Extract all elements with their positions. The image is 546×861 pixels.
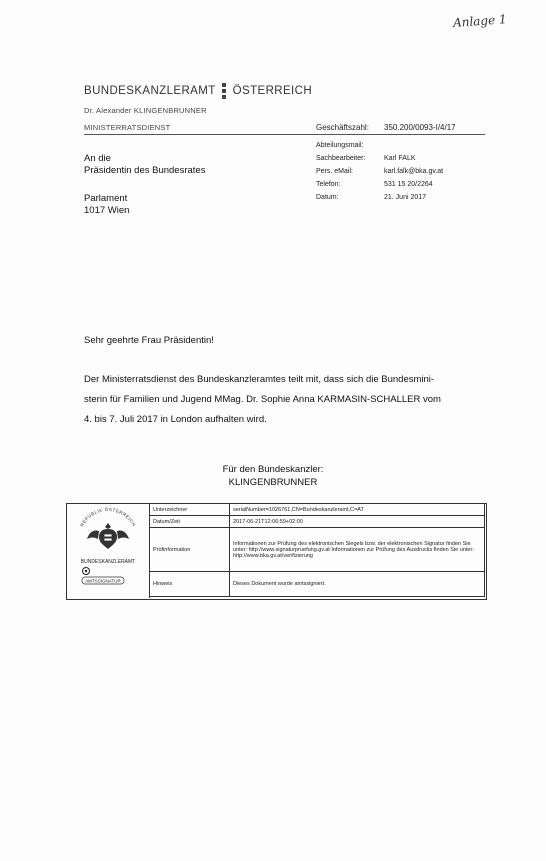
svg-text:AMTSSIGNATUR: AMTSSIGNATUR [85, 578, 121, 584]
signature-name: KLINGENBRUNNER [228, 477, 318, 488]
body-line3: 4. bis 7. Juli 2017 in London aufhalten wird. [84, 414, 267, 425]
table-row [150, 504, 485, 516]
table-cell-key: Datum/Zeit [150, 516, 230, 528]
table-row [150, 528, 485, 572]
clerk-label: Sachbearbeiter: [316, 155, 366, 162]
recipient-line1: An die [84, 153, 111, 164]
salutation: Sehr geehrte Frau Präsidentin! [84, 335, 214, 346]
header-divider [84, 134, 485, 135]
clerk-value: Karl FALK [384, 155, 416, 162]
date-label: Datum: [316, 194, 339, 201]
table-row [150, 516, 485, 528]
seal-emblem-icon [70, 505, 146, 595]
recipient-line3: Parlament [84, 193, 128, 204]
table-cell-key: Hinweis [150, 572, 230, 597]
gz-label: Geschäftszahl: [316, 123, 369, 132]
handwritten-annotation: Anlage 1 [452, 12, 508, 30]
brand-left: BUNDESKANZLERAMT [84, 85, 216, 98]
email-label: Abteilungsmail: [316, 142, 364, 149]
body-line2: sterin für Familien und Jugend MMag. Dr. Sophie Anna KARMASIN-SCHALLER vom [84, 394, 441, 405]
date-value: 21. Juni 2017 [384, 194, 427, 201]
signature-table [149, 503, 485, 597]
gz-value: 350.200/0093-I/4/17 [384, 123, 456, 132]
recipient-line4: 1017 Wien [84, 205, 130, 216]
svg-text:REPUBLIK ÖSTERREICH: REPUBLIK ÖSTERREICH [79, 506, 137, 528]
table-cell-key: Prüfinformation [150, 528, 230, 572]
pmail-value: karl.falk@bka.gv.at [384, 168, 444, 175]
table-cell-value: serialNumber=1026761,CN=Bundeskanzleramt,C=AT [230, 504, 485, 516]
tel-value: 531 15 20/2264 [384, 181, 433, 188]
table-cell-value: 2017-06-21T12:06:59+02:00 [230, 516, 485, 528]
pmail-label: Pers. eMail: [316, 168, 353, 175]
brand-separator-icon [222, 82, 226, 100]
body-line1: Der Ministerratsdienst des Bundeskanzleramtes teilt mit, dass sich die Bundesmini- [84, 374, 435, 385]
signature-for: Für den Bundeskanzler: [222, 464, 324, 475]
table-cell-value: Dieses Dokument wurde amtssigniert. [230, 572, 485, 597]
table-row [150, 572, 485, 597]
svg-text:BUNDESKANZLERAMT: BUNDESKANZLERAMT [80, 559, 136, 565]
sender-name: Dr. Alexander KLINGENBRUNNER [84, 106, 207, 115]
table-cell-value: Informationen zur Prüfung des elektronischen Siegels bzw. der elektronischen Signatur finden Sie unter: http://www.signaturpruefung.gv.at Informationen zur Prüfung des Ausdrucks finden Sie unter: http://www.bka.gv.at/verifizierung [230, 528, 485, 572]
tel-label: Telefon: [316, 181, 341, 188]
sender-unit: MINISTERRATSDIENST [84, 123, 171, 132]
letterhead-brand [84, 82, 312, 100]
recipient-line2: Präsidentin des Bundesrates [84, 165, 206, 176]
brand-right: ÖSTERREICH [232, 85, 313, 98]
table-cell-key: Unterzeichner [150, 504, 230, 516]
